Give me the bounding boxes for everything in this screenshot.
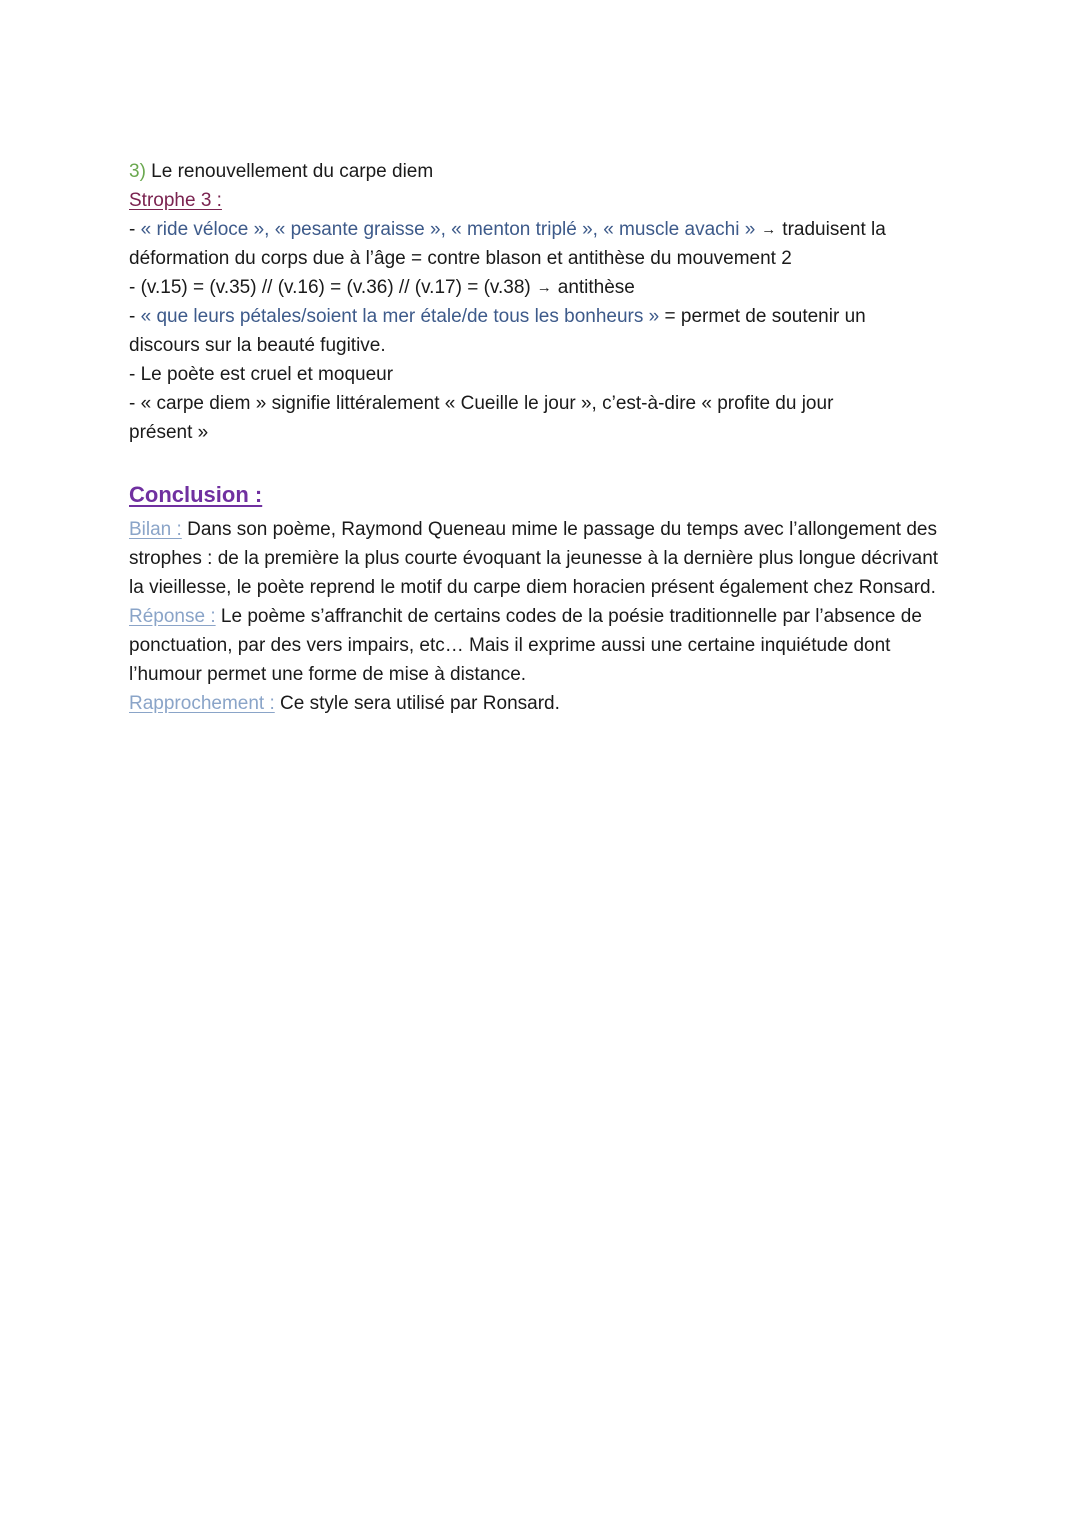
bullet-1-text: traduisent la — [782, 219, 886, 240]
conclusion-bilan — [129, 515, 949, 602]
reponse-label: Réponse : — [129, 606, 216, 627]
spacer — [129, 447, 949, 477]
bullet-4: - Le poète est cruel et moqueur — [129, 364, 394, 385]
bilan-label: Bilan : — [129, 519, 182, 540]
rapprochement-label: Rapprochement : — [129, 693, 275, 714]
conclusion-rapprochement — [129, 689, 949, 718]
rapprochement-text: Ce style sera utilisé par Ronsard. — [274, 693, 560, 714]
reponse-text: Le poème s’affranchit de certains codes de la poésie traditionnelle par l’absence de ponctuation, par des vers impairs, etc… Mais il exprime aussi une certaine inquiétude dont l’humour permet une forme de mise à distance. — [129, 606, 922, 685]
right-arrow-icon: → — [761, 221, 777, 238]
section-title-text: Le renouvellement du carpe diem — [145, 161, 434, 182]
conclusion-reponse — [129, 602, 949, 689]
section-number: 3) — [129, 161, 146, 182]
strophe-label: Strophe 3 : — [129, 190, 222, 211]
bullet-2-text: - (v.15) = (v.35) // (v.16) = (v.36) // (v.17) = (v.38) — [129, 277, 531, 298]
bullet-1-line-1 — [129, 215, 949, 244]
bullet-1-line-2: déformation du corps due à l’âge = contre blason et antithèse du mouvement 2 — [129, 248, 792, 269]
right-arrow-icon: → — [536, 279, 552, 296]
bullet-2 — [129, 273, 949, 302]
bullet-3-text: = permet de soutenir un — [659, 306, 866, 327]
bullet-3-line-1 — [129, 302, 949, 331]
section-title — [129, 157, 949, 186]
bullet-3-dash: - — [129, 306, 141, 327]
bullet-2-result: antithèse — [557, 277, 635, 298]
bilan-text: Dans son poème, Raymond Queneau mime le passage du temps avec l’allongement des strophes : de la première la plus courte évoquant la jeunesse à la dernière plus longue décrivant la vieillesse, le poète reprend le motif du carpe diem horacien présent également chez Ronsard. — [129, 519, 939, 598]
bullet-1-quotes: « ride véloce », « pesante graisse », « menton triplé », « muscle avachi » — [140, 219, 756, 240]
strophe-heading — [129, 186, 949, 215]
bullet-1-dash: - — [129, 219, 141, 240]
bullet-3-quote: « que leurs pétales/soient la mer étale/de tous les bonheurs » — [140, 306, 660, 327]
document-content — [129, 157, 949, 718]
bullet-3-line-2: discours sur la beauté fugitive. — [129, 335, 386, 356]
conclusion-heading — [129, 479, 949, 513]
bullet-5-line-2: présent » — [129, 422, 209, 443]
conclusion-title: Conclusion : — [129, 482, 263, 507]
bullet-5-line-1: - « carpe diem » signifie littéralement « Cueille le jour », c’est-à-dire « profite du jour — [129, 393, 834, 414]
